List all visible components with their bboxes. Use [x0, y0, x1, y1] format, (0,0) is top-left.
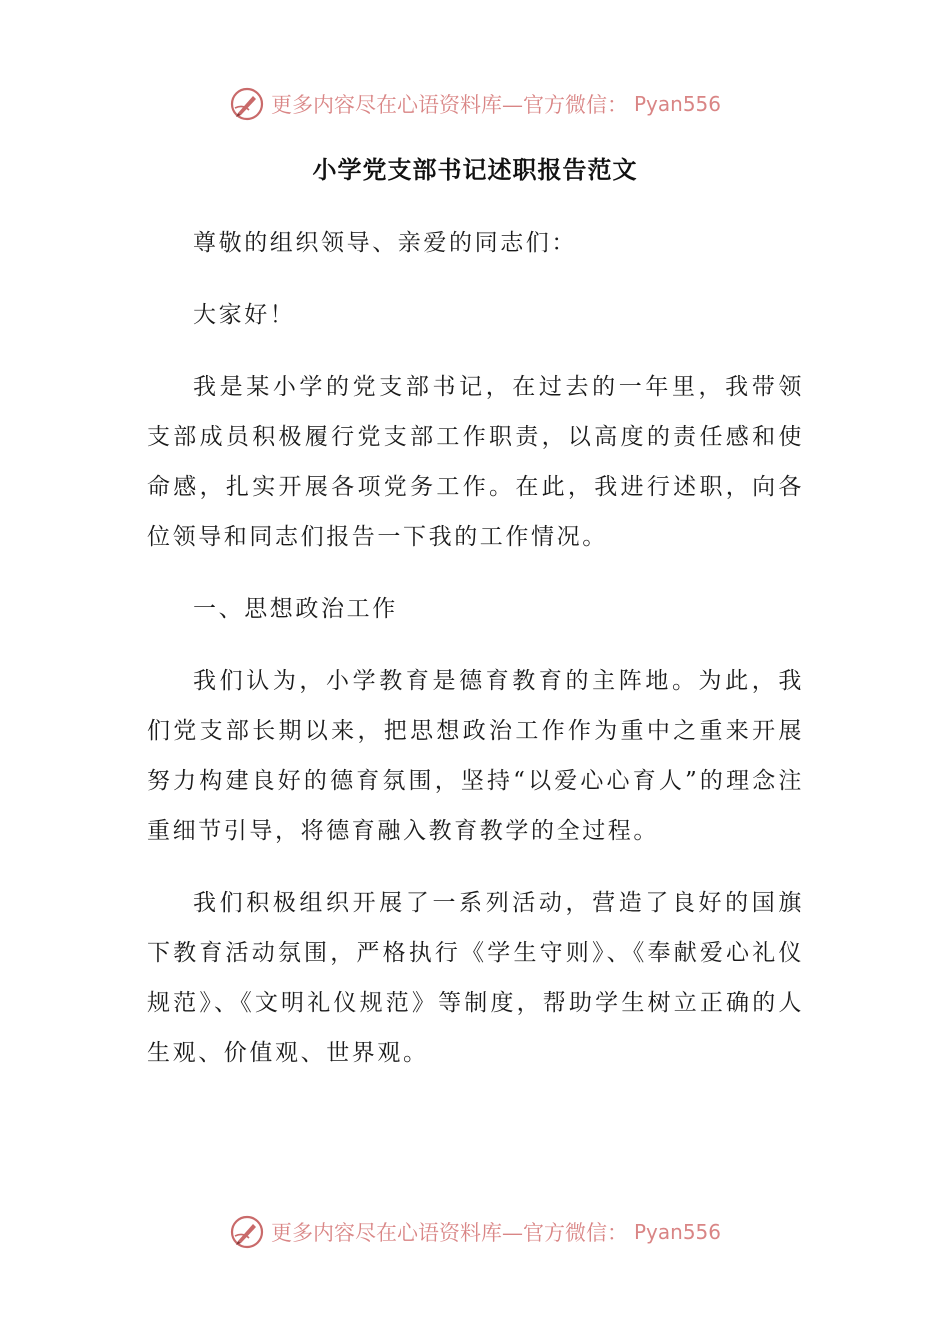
document-title: 小学党支部书记述职报告范文: [312, 155, 638, 184]
body-paragraph: 我们积极组织开展了一系列活动，营造了良好的国旗下教育活动氛围，严格执行《学生守则》、《奉献爱心礼仪规范》、《文明礼仪规范》等制度，帮助学生树立正确的人生观、价值观、世界观。: [147, 890, 804, 1066]
body-paragraph: 我们认为，小学教育是德育教育的主阵地。为此，我们党支部长期以来，把思想政治工作作为重中之重来开展努力构建良好的德育氛围，坚持“以爱心心育人”的理念注重细节引导，将德育融入教育教学的全过程。: [147, 668, 804, 844]
watermark-text: 更多内容尽在心语资料库—官方微信：: [270, 93, 628, 117]
pen-logo-icon: [229, 1214, 265, 1250]
section-heading: 一、思想政治工作: [193, 596, 398, 622]
watermark-text: 更多内容尽在心语资料库—官方微信：: [270, 1221, 628, 1245]
header-watermark: [0, 84, 950, 124]
intro-paragraph: 我是某小学的党支部书记，在过去的一年里，我带领支部成员积极履行党支部工作职责，以高度的责任感和使命感，扎实开展各项党务工作。在此，我进行述职，向各位领导和同志们报告一下我的工作情况。: [147, 374, 804, 550]
pen-logo-icon: [229, 86, 265, 122]
footer-watermark: [0, 1212, 950, 1252]
salutation: 尊敬的组织领导、亲爱的同志们：: [193, 230, 577, 256]
greeting: 大家好！: [193, 302, 296, 328]
watermark-id: Pyan556: [633, 1220, 721, 1244]
document-body: [147, 218, 804, 1100]
watermark-id: Pyan556: [633, 92, 721, 116]
